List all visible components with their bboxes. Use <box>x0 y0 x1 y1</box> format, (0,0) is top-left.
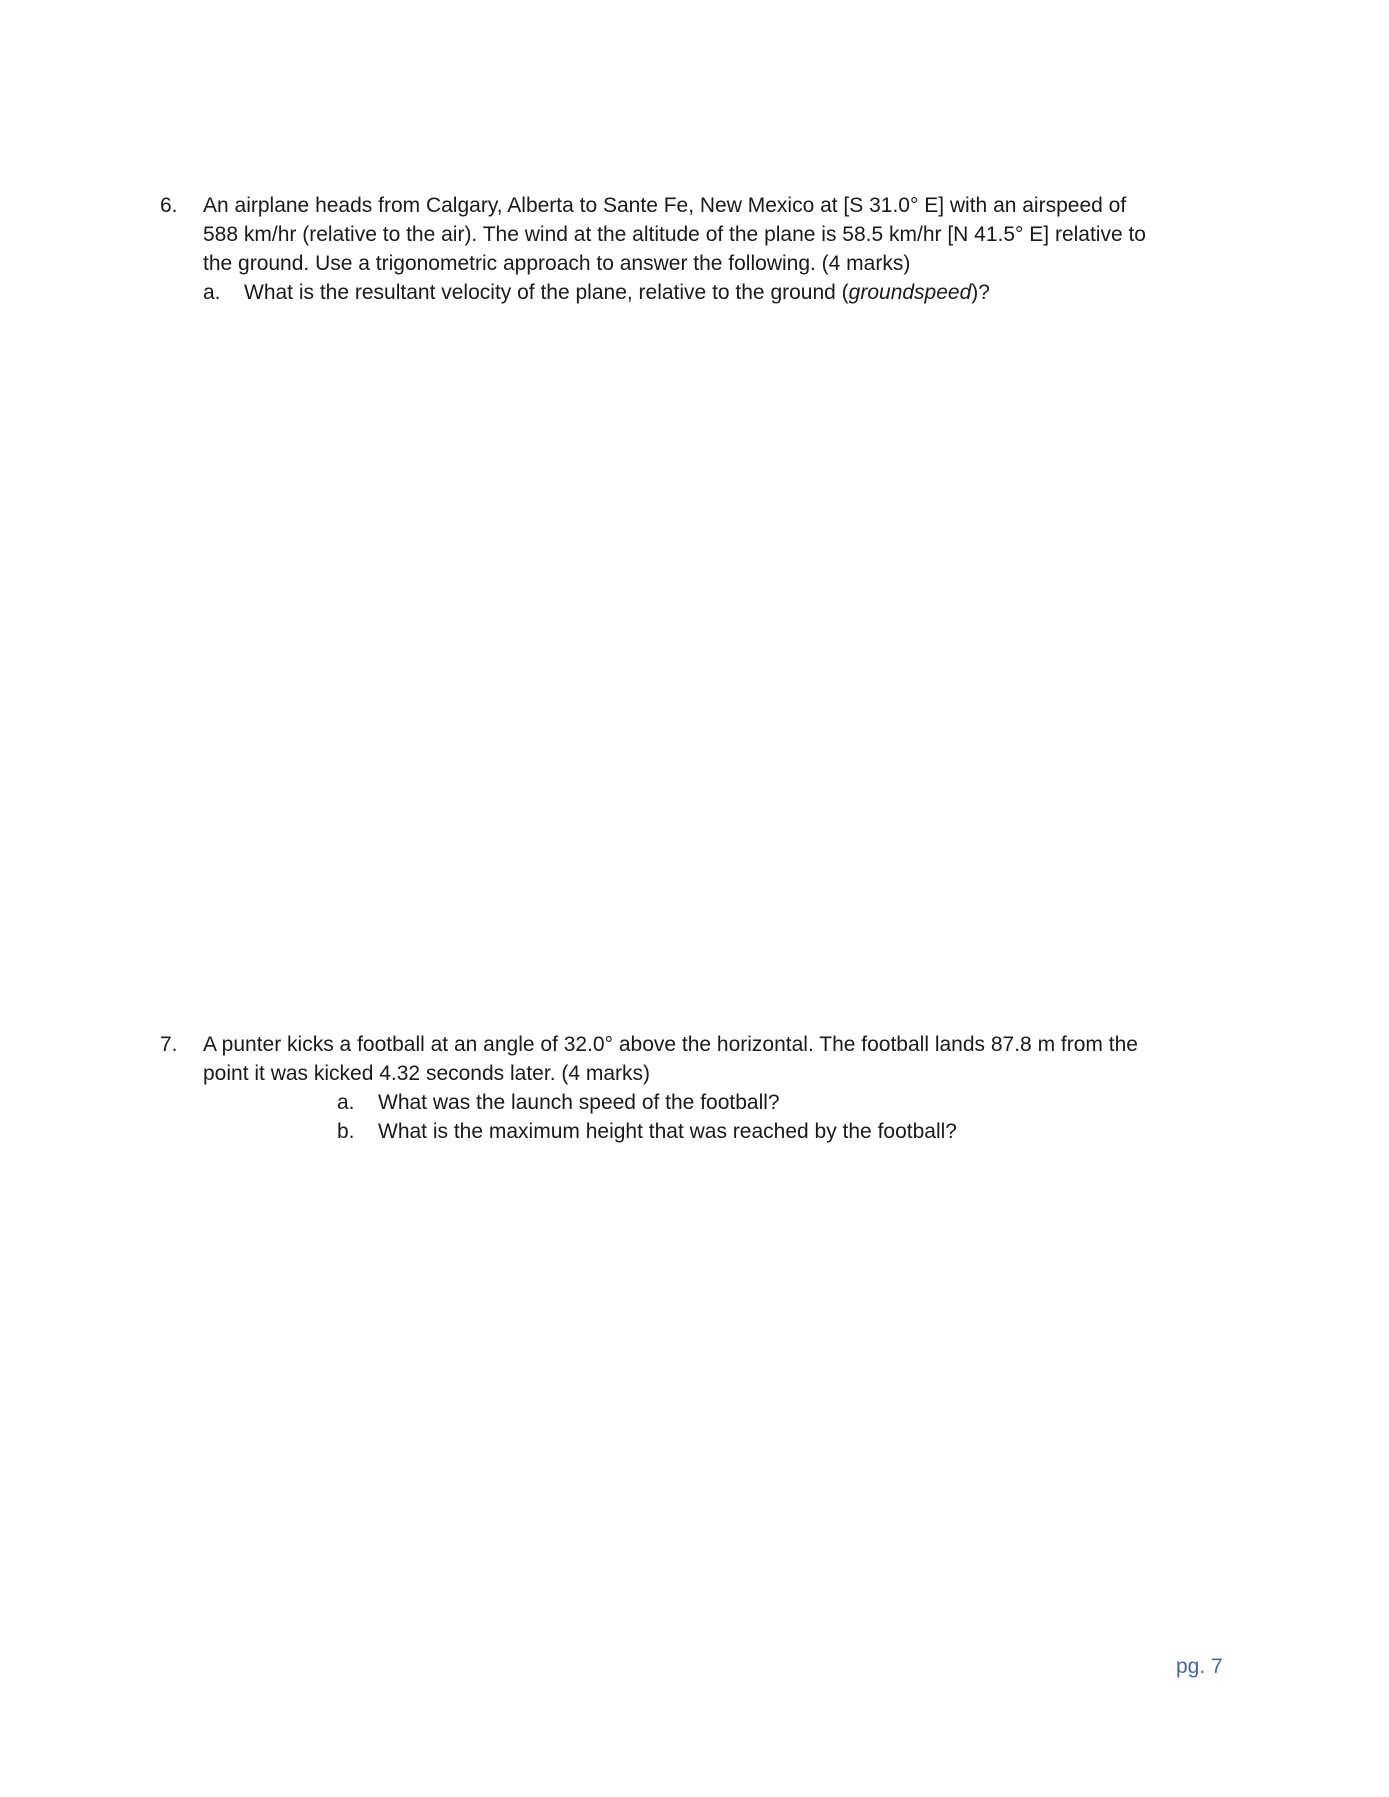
question-text: An airplane heads from Calgary, Alberta to Sante Fe, New Mexico at [S 31.0° E] with an airspeed of 588 km/hr (relative to the air). The wind at the altitude of the plane is 58.5 km/hr [N 41.5° E] relative to the ground. Use a trigonometric approach to answer the following. (4 marks) <box>203 194 1146 275</box>
question-6 <box>160 191 1220 307</box>
part-text-italic: groundspeed <box>848 281 972 304</box>
part-text: What was the launch speed of the football? <box>378 1091 780 1114</box>
part-label: a. <box>337 1091 355 1114</box>
part-text-after: )? <box>971 281 990 304</box>
question-part-b <box>337 1117 1220 1146</box>
question-number: 6. <box>160 194 178 217</box>
question-number: 7. <box>160 1033 178 1056</box>
question-part-a <box>203 278 1220 307</box>
question-part-a <box>337 1088 1220 1117</box>
question-7 <box>160 1030 1220 1146</box>
part-label: a. <box>203 281 221 304</box>
part-label: b. <box>337 1120 355 1143</box>
question-text: A punter kicks a football at an angle of 32.0° above the horizontal. The football lands 87.8 m from the point it was kicked 4.32 seconds later. (4 marks) <box>203 1033 1138 1085</box>
part-text: What is the maximum height that was reached by the football? <box>378 1120 957 1143</box>
part-text-before: What is the resultant velocity of the plane, relative to the ground ( <box>244 281 849 304</box>
page-number: pg. 7 <box>1176 1655 1223 1678</box>
part-text <box>244 278 1220 307</box>
